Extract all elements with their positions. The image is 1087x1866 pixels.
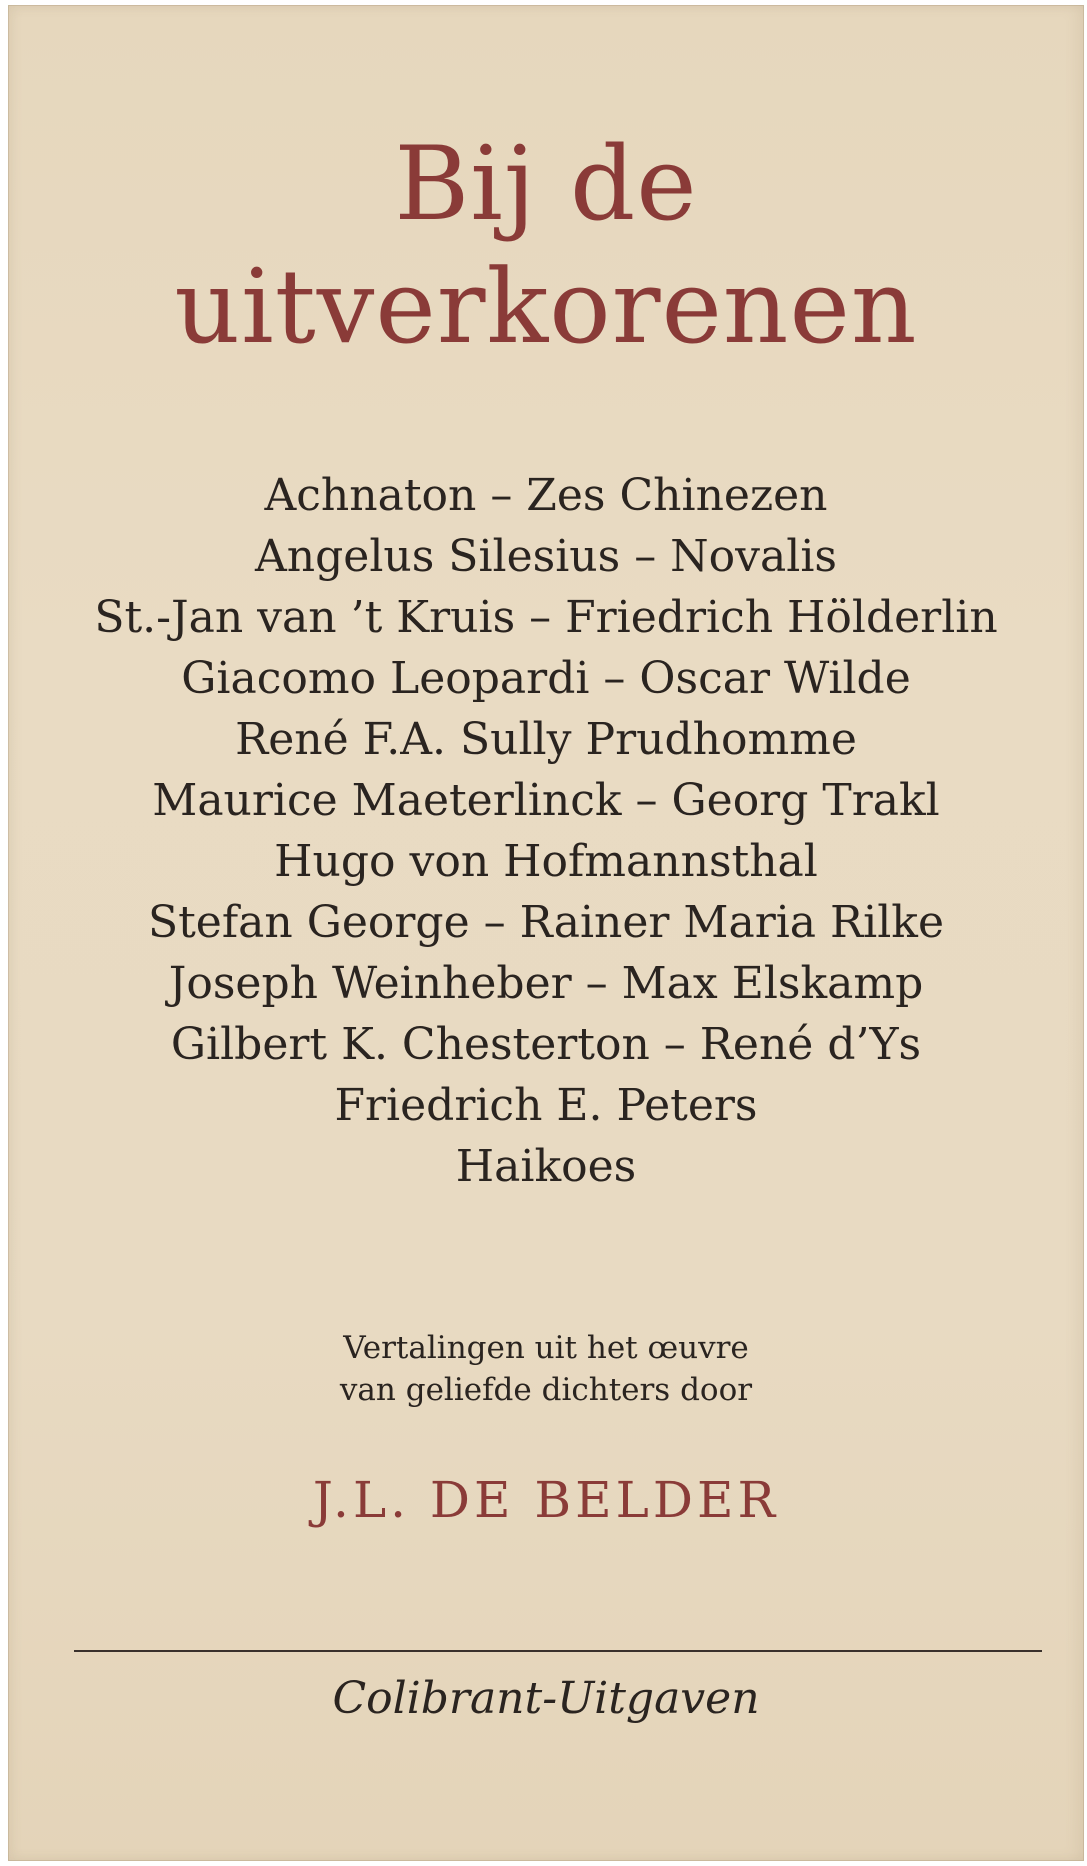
- divider-rule: [74, 1650, 1042, 1652]
- poet-line: Stefan George – Rainer Maria Rilke: [147, 897, 945, 948]
- poet-line: Giacomo Leopardi – Oscar Wilde: [181, 653, 911, 704]
- poet-list: [8, 465, 1084, 1197]
- poet-line: René F.A. Sully Prudhomme: [235, 714, 857, 765]
- poet-line: Maurice Maeterlinck – Georg Trakl: [152, 775, 940, 826]
- book-cover: [8, 5, 1084, 1861]
- poet-line: Angelus Silesius – Novalis: [255, 531, 837, 582]
- subtitle-line-1: Vertalingen uit het œuvre: [343, 1330, 749, 1366]
- book-title: [8, 123, 1084, 369]
- poet-line: Haikoes: [455, 1141, 637, 1192]
- poet-line: Achnaton – Zes Chinezen: [264, 470, 828, 521]
- subtitle: [8, 1327, 1084, 1411]
- poet-line: St.-Jan van ’t Kruis – Friedrich Hölderlin: [94, 592, 998, 643]
- poet-line: Gilbert K. Chesterton – René d’Ys: [170, 1019, 922, 1070]
- poet-line: Hugo von Hofmannsthal: [274, 836, 818, 887]
- title-line-1: Bij de: [394, 125, 698, 244]
- author-name: J.L. DE BELDER: [312, 1471, 780, 1529]
- title-line-2: uitverkorenen: [174, 248, 918, 367]
- subtitle-line-2: van geliefde dichters door: [339, 1372, 753, 1408]
- publisher-name: Colibrant-Uitgaven: [332, 1673, 760, 1724]
- poet-line: Joseph Weinheber – Max Elskamp: [168, 958, 924, 1009]
- poet-line: Friedrich E. Peters: [334, 1080, 758, 1131]
